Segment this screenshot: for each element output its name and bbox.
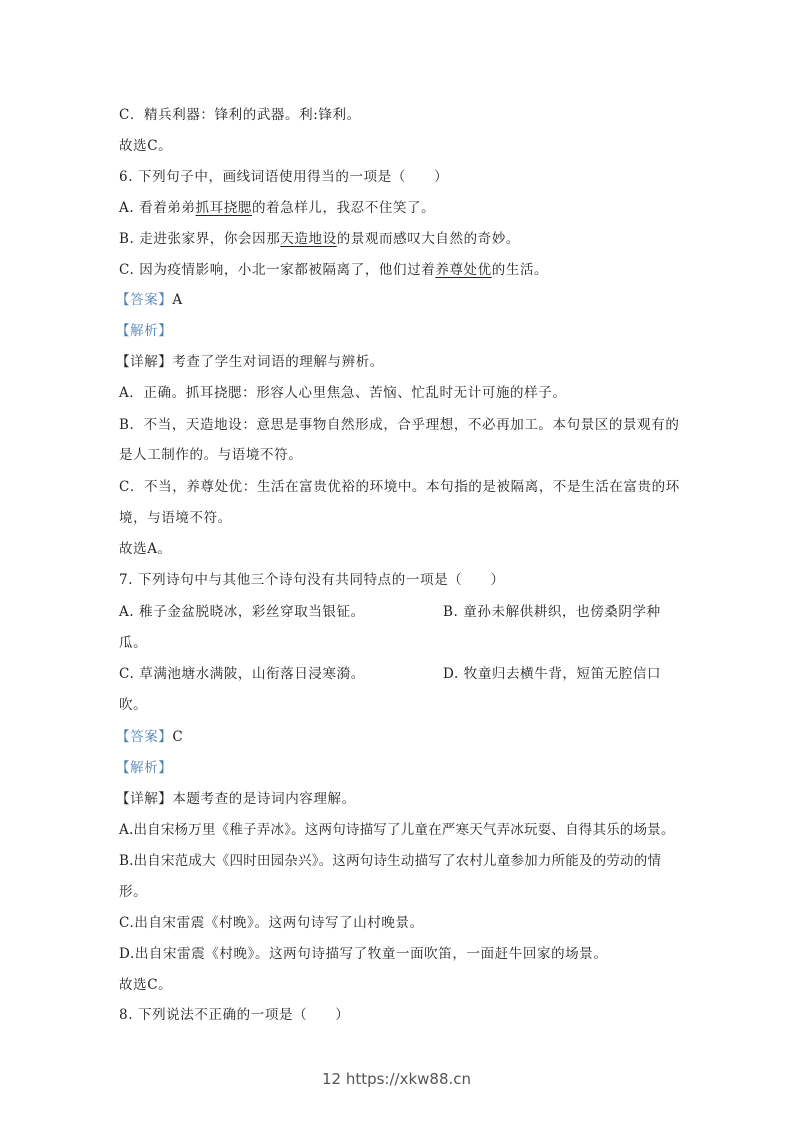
q6-explanation-b-2: 是人工制作的。与语境不符。 [119,447,303,463]
q6-detail-label: 【详解】 [116,354,173,370]
q6-answer-label: 【答案】 [116,292,173,308]
q5-option-c-explanation: C．精兵利器：锋利的武器。利:锋利。 [119,107,361,123]
q6-explanation-b-1: B．不当，天造地设：意思是事物自然形成，合乎理想，不必再加工。本句景区的景观有的 [119,417,680,433]
q7-explanation-a: A.出自宋杨万里《稚子弄冰》。这两句诗描写了儿童在严寒天气弄冰玩耍、自得其乐的场景。 [119,822,675,838]
q7-explanation-b-2: 形。 [119,884,148,900]
q6-option-a-prefix: A. 看着弟弟 [119,200,196,216]
q7-option-d-continued: 吹。 [119,697,148,713]
page-footer: 12 https://xkw88.cn [321,1070,472,1088]
q7-analysis-label: 【解析】 [116,760,173,776]
q7-explanation-d: D.出自宋雷震《村晚》。这两句诗描写了牧童一面吹笛，一面赶牛回家的场景。 [119,946,608,962]
q7-answer-value: C [172,729,184,745]
q6-answer-value: A [172,292,183,308]
q7-option-c: C. 草满池塘水满陂，山衔落日浸寒漪。 [119,666,365,682]
q7-detail [116,790,356,808]
q7-detail-intro: 本题考查的是诗词内容理解。 [172,791,356,807]
q8-stem: 8. 下列说法不正确的一项是（ ） [119,1007,350,1023]
q7-option-d: D. 牧童归去横牛背，短笛无腔信口 [443,666,662,682]
q6-analysis-label: 【解析】 [116,323,173,339]
q6-option-c-suffix: 的生活。 [491,262,549,278]
q5-conclusion: 故选C。 [119,138,173,154]
q6-option-b-suffix: 的景观而感叹大自然的奇妙。 [336,231,521,247]
q6-detail [116,353,384,371]
q7-explanation-c: C.出自宋雷震《村晚》。这两句诗写了山村晚景。 [119,915,424,931]
q6-option-b-underlined: 天造地设 [280,231,337,247]
q7-options-row-1 [119,603,679,621]
q6-option-a [119,199,435,217]
q7-explanation-b-1: B.出自宋范成大《四时田园杂兴》。这两句诗生动描写了农村儿童参加力所能及的劳动的情 [119,853,662,869]
q7-option-b: B. 童孙未解供耕织，也傍桑阴学种 [443,604,661,620]
q7-answer-label: 【答案】 [116,729,173,745]
q6-answer [116,291,183,309]
q7-detail-label: 【详解】 [116,791,173,807]
q6-option-a-suffix: 的着急样儿，我忍不住笑了。 [251,200,436,216]
q6-option-c-underlined: 养尊处优 [435,262,492,278]
q7-conclusion: 故选C。 [119,977,173,993]
q7-option-b-continued: 瓜。 [119,635,148,651]
q6-explanation-a: A．正确。抓耳挠腮：形容人心里焦急、苦恼、忙乱时无计可施的样子。 [119,385,567,401]
q6-stem: 6. 下列句子中，画线词语使用得当的一项是（ ） [119,169,449,185]
q6-explanation-c-1: C．不当，养尊处优：生活在富贵优裕的环境中。本句指的是被隔离，不是生活在富贵的环 [119,479,680,495]
q6-option-a-underlined: 抓耳挠腮 [195,200,252,216]
q6-option-b-prefix: B. 走进张家界，你会因那 [119,231,281,247]
q7-option-a: A. 稚子金盆脱晓冰，彩丝穿取当银钲。 [119,604,365,620]
q6-detail-intro: 考查了学生对词语的理解与辨析。 [172,354,384,370]
q6-conclusion: 故选A。 [119,541,172,557]
q7-options-row-2 [119,665,679,683]
q6-option-b [119,230,520,248]
q6-option-c-prefix: C. 因为疫情影响，小北一家都被隔离了，他们过着 [119,262,436,278]
q7-answer [116,728,183,746]
q7-stem: 7. 下列诗句中与其他三个诗句没有共同特点的一项是（ ） [119,572,505,588]
q6-explanation-c-2: 境，与语境不符。 [119,510,232,526]
q6-option-c [119,261,548,279]
